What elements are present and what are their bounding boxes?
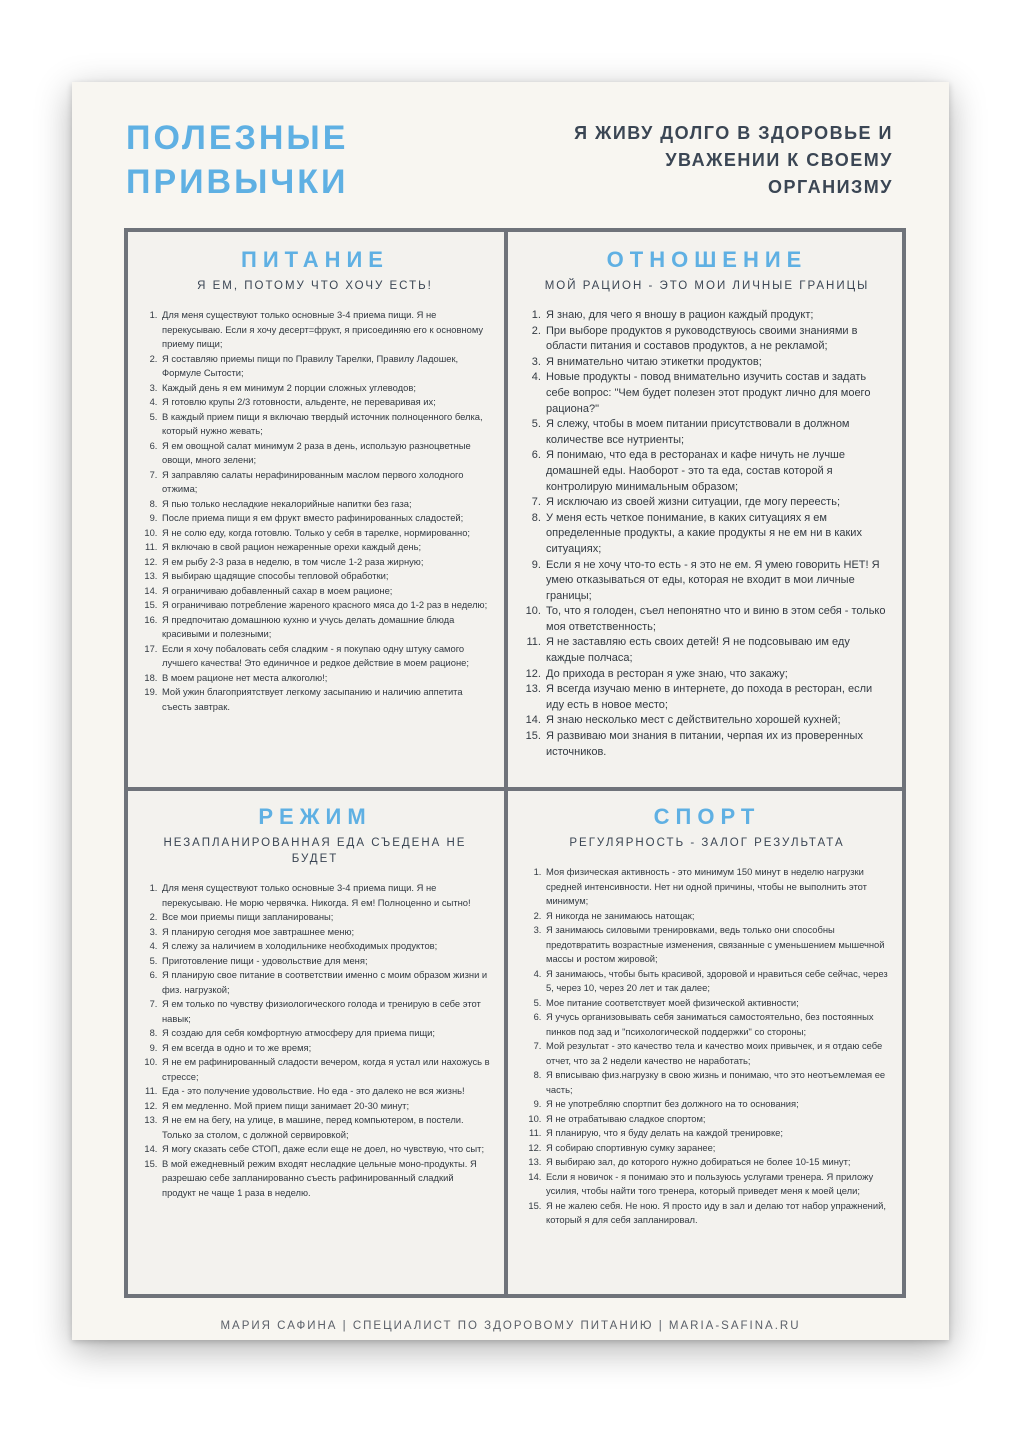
poster-sheet — [72, 82, 949, 1340]
habit-item: 2. При выборе продуктов я руководствуюсь своими знаниями в области питания и составов продуктов, а не рекламой; — [544, 324, 890, 355]
motto-line-2: УВАЖЕНИИ К СВОЕМУ — [665, 150, 893, 170]
habit-item: 12. Я собираю спортивную сумку заранее; — [544, 1141, 890, 1156]
habit-item: 13. Я выбираю щадящие способы тепловой обработки; — [160, 569, 490, 584]
habit-item: 3. Я планирую сегодня мое завтрашнее меню; — [160, 925, 490, 940]
habit-item: 13. Я не ем на бегу, на улице, в машине, перед компьютером, в постели. Только за столом, с должной сервировкой; — [160, 1113, 490, 1142]
habit-item: 8. У меня есть четкое понимание, в каких ситуациях я ем определенные продукты, а какие продукты я не ем ни в каких ситуациях; — [544, 511, 890, 558]
habit-item: 5. В каждый прием пищи я включаю твердый источник полноценного белка, который нужно жевать; — [160, 410, 490, 439]
title-line-2: ПРИВЫЧКИ — [126, 163, 349, 201]
section-sport — [508, 791, 902, 1294]
habit-item: 6. Я понимаю, что еда в ресторанах и кафе ничуть не лучше домашней еды. Наоборот - это та еда, состав которой я контролирую минимальным образом; — [544, 448, 890, 495]
habit-item: 11. Я включаю в свой рацион нежаренные орехи каждый день; — [160, 540, 490, 555]
habit-item: 15. Я не жалею себя. Не ною. Я просто иду в зал и делаю тот набор упражнений, который я для себя запланировал. — [544, 1199, 890, 1228]
habit-item: 14. Я ограничиваю добавленный сахар в моем рационе; — [160, 584, 490, 599]
footer-credits: МАРИЯ САФИНА | СПЕЦИАЛИСТ ПО ЗДОРОВОМУ ПИТАНИЮ | MARIA-SAFINA.RU — [220, 1320, 801, 1332]
habit-item: 3. Я занимаюсь силовыми тренировками, ведь только они способны предотвратить возрастные изменения, связанные с уменьшением мышечной массы и ростом жировой; — [544, 923, 890, 967]
poster-title — [126, 116, 348, 204]
habit-item: 7. Мой результат - это качество тела и качество моих привычек, и я отдаю себе отчет, что за 2 недели качество не наработать; — [544, 1039, 890, 1068]
habit-item: 12. До прихода в ресторан я уже знаю, что закажу; — [544, 667, 890, 683]
habit-list — [140, 881, 490, 1200]
title-line-1: ПОЛЕЗНЫЕ — [126, 119, 349, 157]
habit-item: 8. Я пью только несладкие некалорийные напитки без газа; — [160, 497, 490, 512]
habit-item: 1. Моя физическая активность - это минимум 150 минут в неделю нагрузки средней интенсивности. Нет ни одной причины, чтобы не выполнить этот минимум; — [544, 865, 890, 909]
habit-item: 7. Я ем только по чувству физиологического голода и тренирую в себе этот навык; — [160, 997, 490, 1026]
habit-item: 10. Я не отрабатываю сладкое спортом; — [544, 1112, 890, 1127]
habit-item: 14. Если я новичок - я понимаю это и пользуюсь услугами тренера. Я приложу усилия, чтобы найти того тренера, который приведет меня к моей цели; — [544, 1170, 890, 1199]
habit-item: 19. Мой ужин благоприятствует легкому засыпанию и наличию аппетита съесть завтрак. — [160, 685, 490, 714]
section-subtitle: МОЙ РАЦИОН - ЭТО МОИ ЛИЧНЫЕ ГРАНИЦЫ — [544, 280, 870, 292]
section-title: РЕЖИМ — [258, 804, 372, 829]
habit-item: 14. Я знаю несколько мест с действительно хорошей кухней; — [544, 713, 890, 729]
habit-item: 12. Я ем рыбу 2-3 раза в неделю, в том числе 1-2 раза жирную; — [160, 555, 490, 570]
habit-item: 6. Я ем овощной салат минимум 2 раза в день, использую разноцветные овощи, много зелени; — [160, 439, 490, 468]
habit-item: 6. Я учусь организовывать себя заниматься самостоятельно, без постоянных пинков под зад и "психологической поддержки" со стороны; — [544, 1010, 890, 1039]
section-subtitle: РЕГУЛЯРНОСТЬ - ЗАЛОГ РЕЗУЛЬТАТА — [569, 837, 845, 849]
habit-item: 8. Я вписываю физ.нагрузку в свою жизнь и понимаю, что это неотъемлемая ее часть; — [544, 1068, 890, 1097]
section-subtitle: Я ЕМ, ПОТОМУ ЧТО ХОЧУ ЕСТЬ! — [197, 280, 433, 292]
habit-item: 17. Если я хочу побаловать себя сладким - я покупаю одну штуку самого лучшего качества! Это единичное и редкое действие в моем рационе; — [160, 642, 490, 671]
motto-line-3: ОРГАНИЗМУ — [768, 177, 893, 197]
habit-item: 15. В мой ежедневный режим входят несладкие цельные моно-продукты. Я разрешаю себе запланированно съесть рафинированный сладкий продукт не чаще 1 раза в неделю. — [160, 1157, 490, 1201]
habit-item: 9. Если я не хочу что-то есть - я это не ем. Я умею говорить НЕТ! Я умею отказываться от еды, которая не входит в мои личные границы; — [544, 558, 890, 605]
section-nutrition — [128, 232, 504, 787]
habit-item: 9. Я ем всегда в одно и то же время; — [160, 1041, 490, 1056]
habit-item: 18. В моем рационе нет места алкоголю!; — [160, 671, 490, 686]
habit-item: 2. Я никогда не занимаюсь натощак; — [544, 909, 890, 924]
section-regime — [128, 791, 504, 1294]
habit-item: 2. Я составляю приемы пищи по Правилу Тарелки, Правилу Ладошек, Формуле Сытости; — [160, 352, 490, 381]
habit-item: 11. Я не заставляю есть своих детей! Я не подсовываю им еду каждые полчаса; — [544, 635, 890, 666]
section-subtitle: НЕЗАПЛАНИРОВАННАЯ ЕДА СЪЕДЕНА НЕ БУДЕТ — [163, 837, 467, 865]
habit-item: 11. Еда - это получение удовольствие. Но еда - это далеко не вся жизнь! — [160, 1084, 490, 1099]
habit-list — [140, 308, 490, 714]
habit-list — [524, 308, 890, 760]
motto-line-1: Я ЖИВУ ДОЛГО В ЗДОРОВЬЕ И — [574, 123, 893, 143]
habit-item: 4. Новые продукты - повод внимательно изучить состав и задать себе вопрос: "Чем будет полезен этот продукт лично для моего рациона?" — [544, 370, 890, 417]
habit-item: 4. Я слежу за наличием в холодильнике необходимых продуктов; — [160, 939, 490, 954]
habit-item: 11. Я планирую, что я буду делать на каждой тренировке; — [544, 1126, 890, 1141]
habit-item: 13. Я выбираю зал, до которого нужно добираться не более 10-15 минут; — [544, 1155, 890, 1170]
habit-item: 16. Я предпочитаю домашнюю кухню и учусь делать домашние блюда красивыми и полезными; — [160, 613, 490, 642]
habit-item: 8. Я создаю для себя комфортную атмосферу для приема пищи; — [160, 1026, 490, 1041]
habit-item: 15. Я развиваю мои знания в питании, черпая их из проверенных источников. — [544, 729, 890, 760]
habit-list — [524, 865, 890, 1228]
habit-item: 9. После приема пищи я ем фрукт вместо рафинированных сладостей; — [160, 511, 490, 526]
habit-item: 6. Я планирую свое питание в соответствии именно с моим образом жизни и физ. нагрузкой; — [160, 968, 490, 997]
habit-item: 7. Я исключаю из своей жизни ситуации, где могу переесть; — [544, 495, 890, 511]
section-title: ПИТАНИЕ — [241, 247, 389, 272]
habit-item: 10. Я не ем рафинированный сладости вечером, когда я устал или нахожусь в стрессе; — [160, 1055, 490, 1084]
habit-item: 1. Для меня существуют только основные 3-4 приема пищи. Я не перекусываю. Не морю червячка. Никогда. Я ем! Полноценно и сытно! — [160, 881, 490, 910]
habit-item: 1. Для меня существуют только основные 3-4 приема пищи. Я не перекусываю. Если я хочу десерт=фрукт, я присоединяю его к основному приему пищи; — [160, 308, 490, 352]
habits-grid — [124, 228, 906, 1298]
habit-item: 10. То, что я голоден, съел непонятно что и виню в этом себя - только моя ответственность; — [544, 604, 890, 635]
habit-item: 14. Я могу сказать себе СТОП, даже если еще не доел, но чувствую, что сыт; — [160, 1142, 490, 1157]
habit-item: 3. Я внимательно читаю этикетки продуктов; — [544, 355, 890, 371]
habit-item: 15. Я ограничиваю потребление жареного красного мяса до 1-2 раз в неделю; — [160, 598, 490, 613]
habit-item: 9. Я не употребляю спортпит без должного на то основания; — [544, 1097, 890, 1112]
habit-item: 10. Я не солю еду, когда готовлю. Только у себя в тарелке, нормированно; — [160, 526, 490, 541]
habit-item: 13. Я всегда изучаю меню в интернете, до похода в ресторан, если иду есть в новое место; — [544, 682, 890, 713]
habit-item: 5. Я слежу, чтобы в моем питании присутствовали в должном количестве все нутриенты; — [544, 417, 890, 448]
section-title: ОТНОШЕНИЕ — [606, 247, 808, 272]
habit-item: 5. Приготовление пищи - удовольствие для меня; — [160, 954, 490, 969]
habit-item: 3. Каждый день я ем минимум 2 порции сложных углеводов; — [160, 381, 490, 396]
habit-item: 4. Я готовлю крупы 2/3 готовности, альденте, не переваривая их; — [160, 395, 490, 410]
poster-motto — [473, 120, 893, 201]
section-attitude — [508, 232, 902, 787]
habit-item: 1. Я знаю, для чего я вношу в рацион каждый продукт; — [544, 308, 890, 324]
habit-item: 2. Все мои приемы пищи запланированы; — [160, 910, 490, 925]
habit-item: 7. Я заправляю салаты нерафинированным маслом первого холодного отжима; — [160, 468, 490, 497]
habit-item: 5. Мое питание соответствует моей физической активности; — [544, 996, 890, 1011]
habit-item: 4. Я занимаюсь, чтобы быть красивой, здоровой и нравиться себе сейчас, через 5, через 10, через 20 лет и так далее; — [544, 967, 890, 996]
section-title: СПОРТ — [653, 804, 761, 829]
habit-item: 12. Я ем медленно. Мой прием пищи занимает 20-30 минут; — [160, 1099, 490, 1114]
